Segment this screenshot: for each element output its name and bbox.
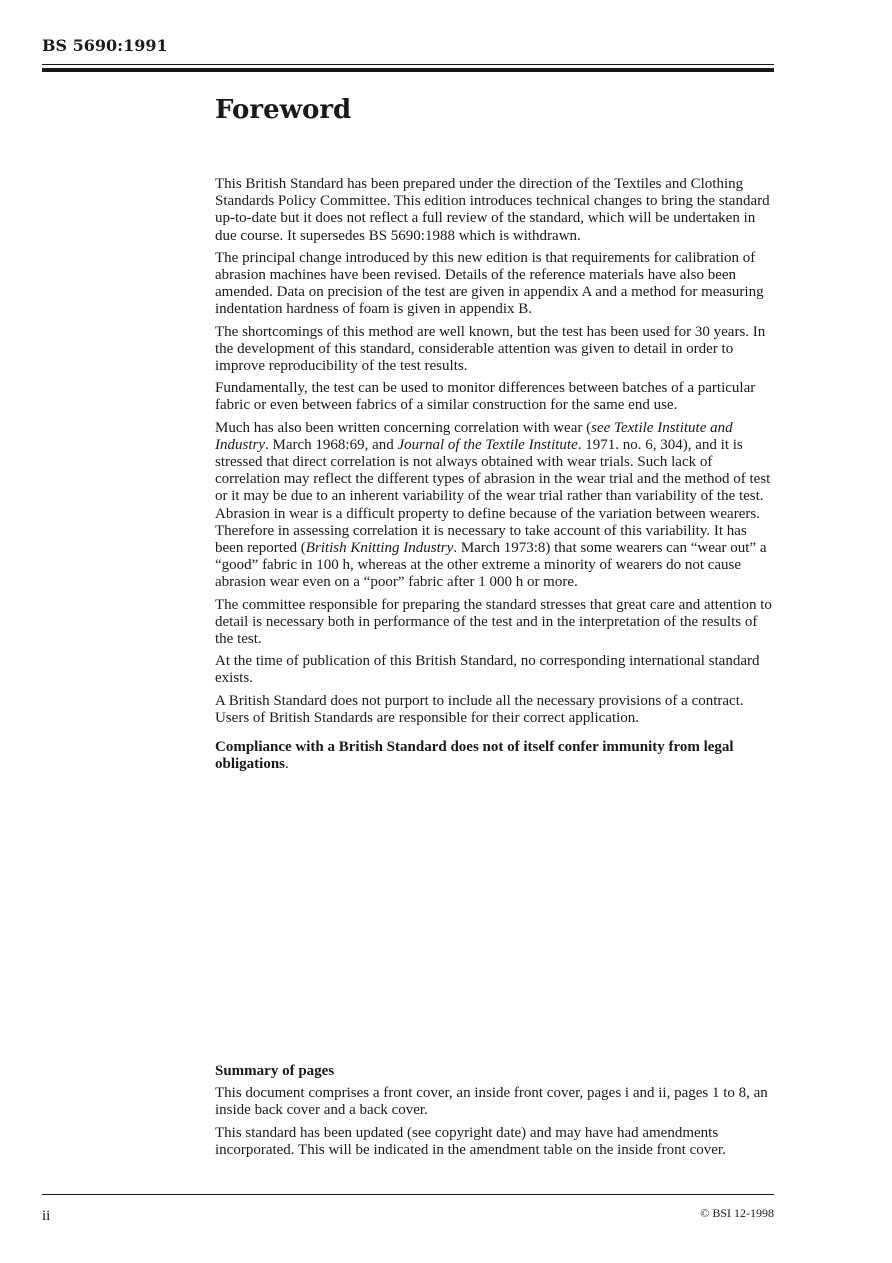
paragraph-international: At the time of publication of this British Standard, no corresponding international standard exists.: [215, 653, 760, 687]
compliance-statement: [215, 739, 773, 773]
text-run: Much has also been written concerning correlation with wear (: [215, 419, 592, 436]
summary-heading: Summary of pages: [215, 1063, 335, 1079]
summary-of-pages: [215, 1063, 773, 1164]
paragraph-principal-change: The principal change introduced by this new edition is that requirements for calibration of abrasion machines have been revised. Details of the reference materials have also been amended. Data on precision of the test are given in appendix A and a method for measuring indentation hardness of foam is given in appendix B.: [215, 249, 764, 318]
paragraph-provisions: A British Standard does not purport to include all the necessary provisions of a contract. Users of British Standards are responsible for their correct application.: [215, 692, 744, 726]
paragraph-correlation: [215, 420, 773, 592]
page-title: Foreword: [215, 95, 352, 125]
summary-contents: This document comprises a front cover, an inside front cover, pages i and ii, pages 1 to 8, an inside back cover and a back cover.: [215, 1085, 768, 1119]
header-rule-thin: [42, 64, 774, 65]
summary-updates: This standard has been updated (see copyright date) and may have had amendments incorporated. This will be indicated in the amendment table on the inside front cover.: [215, 1124, 726, 1158]
text-run: . 1971. no. 6, 304), and it is stressed that direct correlation is not always obtained with wear trials. Such lack of correlation may reflect the different types of abrasion in the wear trial and the method of test or it may be due to an inherent variability of the wear trial rather than variability of the test. Abrasion in wear is a difficult property to define because of the variation between wearers. Therefore in assessing correlation it is necessary to take account of this variability. It has been reported (: [215, 436, 771, 557]
paragraph-shortcomings: The shortcomings of this method are well known, but the test has been used for 30 years. In the development of this standard, considerable attention was given to detail in order to improve reproducibility of the test results.: [215, 323, 766, 375]
paragraph-committee: The committee responsible for preparing the standard stresses that great care and attention to detail is necessary both in performance of the test and in the interpretation of the results of the test.: [215, 596, 772, 648]
text-run: . March 1968:69, and: [265, 436, 398, 453]
compliance-end: .: [285, 756, 289, 773]
text-run: . March 1973:8) that some wearers can “wear out” a “good” fabric in 100 h, whereas at the other extreme a minority of wearers do not cause abrasion wear even on a “poor” fabric after 1 000 h or more.: [215, 540, 767, 591]
paragraph-intro: This British Standard has been prepared under the direction of the Textiles and Clothing Standards Policy Committee. This edition introduces technical changes to bring the standard up-to-date but it does not reflect a full review of the standard, which will be undertaken in due course. It supersedes BS 5690:1988 which is withdrawn.: [215, 176, 770, 244]
compliance-bold: Compliance with a British Standard does not of itself confer immunity from legal obligations: [215, 739, 734, 773]
document-code: BS 5690:1991: [42, 36, 168, 55]
footer-rule: [42, 1194, 774, 1195]
citation-journal-textile-institute: Journal of the Textile Institute: [397, 436, 578, 453]
citation-british-knitting-industry: British Knitting Industry: [305, 540, 454, 557]
copyright-notice: © BSI 12-1998: [700, 1206, 774, 1220]
page-number: ii: [42, 1208, 51, 1224]
header-rule-thick: [42, 68, 774, 72]
citation-textile-institute-industry: see Textile Institute and Industry: [215, 419, 733, 453]
foreword-body: [215, 176, 773, 779]
paragraph-fundamentals: Fundamentally, the test can be used to monitor differences between batches of a particular fabric or even between fabrics of a similar construction for the same end use.: [215, 380, 756, 414]
